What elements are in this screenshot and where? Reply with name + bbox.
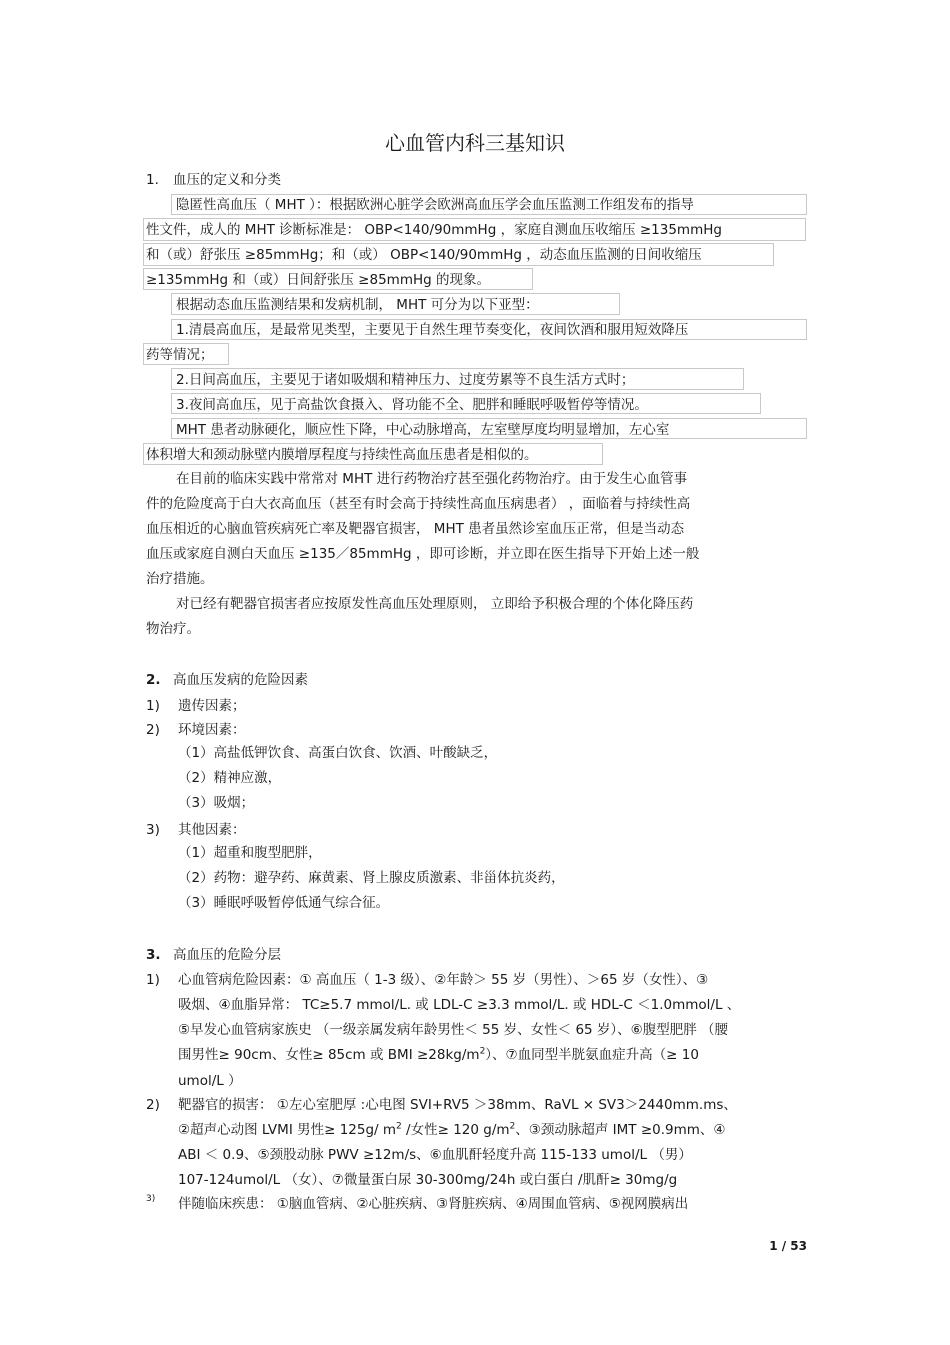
list-item-line: 伴随临床疾患： ①脑血管病、②心脏疾病、③肾脏疾病、④周围血管病、⑤视网膜病出 <box>178 1196 689 1212</box>
section-2-heading: 高血压发病的危险因素 <box>173 672 308 688</box>
list-item-line: umol/L ） <box>178 1073 242 1089</box>
list-item-line: ABI ＜ 0.9、⑤颈股动脉 PWV ≥12m/s、⑥血肌酐轻度升高 115-133 umol/L （男） <box>178 1147 692 1163</box>
paragraph-line: 对已经有靶器官损害者应按原发性高血压处理原则， 立即给予积极合理的个体化降压药 <box>176 596 694 612</box>
paragraph-line: 治疗措施。 <box>146 571 214 587</box>
list-item-line: 吸烟、④血脂异常： TC≥5.7 mmol/L. 或 LDL-C ≥3.3 mmol/L. 或 HDL-C ＜1.0mmol/L 、 <box>178 997 741 1013</box>
paragraph-line: 和（或）舒张压 ≥85mmHg；和（或） OBP<140/90mmHg ，动态血压监测的日间收缩压 <box>146 247 702 263</box>
paragraph-line: MHT 患者动脉硬化，顺应性下降，中心动脉增高，左室壁厚度均明显增加，左心室 <box>176 422 670 438</box>
section-3-heading: 高血压的危险分层 <box>173 947 281 963</box>
paragraph-line: 物治疗。 <box>146 621 200 637</box>
list-subitem: （1）超重和腹型肥胖， <box>178 845 322 861</box>
paragraph-line: 根据动态血压监测结果和发病机制， MHT 可分为以下亚型： <box>176 297 539 313</box>
paragraph-line: 药等情况； <box>146 347 214 363</box>
paragraph-line: 在目前的临床实践中常常对 MHT 进行药物治疗甚至强化药物治疗。由于发生心血管事 <box>176 471 688 487</box>
paragraph-line: 性文件，成人的 MHT 诊断标准是： OBP<140/90mmHg ，家庭自测血压收缩压 ≥135mmHg <box>146 222 722 238</box>
list-item-number: 1) <box>146 698 160 714</box>
list-subitem: （3）睡眠呼吸暂停低通气综合征。 <box>178 895 390 911</box>
list-item-line <box>178 1121 726 1139</box>
list-subitem: （3）吸烟； <box>178 795 255 811</box>
list-item-number: 1) <box>146 972 160 988</box>
section-3-number: 3. <box>146 947 161 963</box>
superscript: 2 <box>396 1121 402 1132</box>
paragraph-line: 隐匿性高血压（ MHT ）：根据欧洲心脏学会欧洲高血压学会血压监测工作组发布的指导 <box>176 197 694 213</box>
paragraph-line: 件的危险度高于白大衣高血压（甚至有时会高于持续性高血压病患者） ，面临着与持续性高 <box>146 496 691 512</box>
list-subitem: （2）药物：避孕药、麻黄素、肾上腺皮质激素、非甾体抗炎药， <box>178 870 565 886</box>
list-item-line: 107-124umol/L （女）、⑦微量蛋白尿 30-300mg/24h 或白蛋白 /肌酐≥ 30mg/g <box>178 1172 678 1188</box>
paragraph-line: 1.清晨高血压，是最常见类型，主要见于自然生理节奏变化，夜间饮酒和服用短效降压 <box>176 322 689 338</box>
page-title: 心血管内科三基知识 <box>385 131 565 155</box>
list-item: 其他因素： <box>178 822 246 838</box>
section-1-number: 1. <box>146 172 159 188</box>
superscript: 2 <box>479 1046 486 1057</box>
line-text: ②超声心动图 LVMI 男性≥ 125g/ m <box>178 1122 397 1138</box>
superscript: 2 <box>509 1121 516 1132</box>
line-text: 围男性≥ 90cm、女性≥ 85cm 或 BMI ≥28kg/m <box>178 1047 480 1063</box>
list-item-line: ⑤早发心血管病家族史 （一级亲属发病年龄男性＜ 55 岁、女性＜ 65 岁）、⑥腹型肥胖 （腰 <box>178 1022 729 1038</box>
list-item-line <box>178 1046 699 1064</box>
list-item-line: 心血管病危险因素：① 高血压（ 1-3 级）、②年龄＞ 55 岁（男性）、＞65 岁（女性）、③ <box>178 972 709 988</box>
list-subitem: （2）精神应激， <box>178 770 282 786</box>
section-1-heading: 血压的定义和分类 <box>173 172 281 188</box>
line-text: /女性≥ 120 g/m <box>401 1122 510 1138</box>
paragraph-line: 血压或家庭自测白天血压 ≥135／85mmHg ，即可诊断，并立即在医生指导下开始上述一般 <box>146 546 700 562</box>
list-item-number: 3) <box>146 822 160 838</box>
paragraph-line: ≥135mmHg 和（或）日间舒张压 ≥85mmHg 的现象。 <box>146 272 490 288</box>
paragraph-line: 2.日间高血压，主要见于诸如吸烟和精神压力、过度劳累等不良生活方式时； <box>176 372 635 388</box>
line-text: ）、⑦血同型半胱氨血症升高（≥ 10 <box>485 1047 699 1063</box>
list-item-line: 靶器官的损害： ①左心室肥厚 :心电图 SVI+RV5 ＞38mm、RaVL × SV3＞2440mm.ms、 <box>178 1097 737 1113</box>
list-item: 环境因素： <box>178 722 246 738</box>
line-text: 、③颈动脉超声 IMT ≥0.9mm、④ <box>515 1122 726 1138</box>
paragraph-line: 体积增大和颈动脉壁内膜增厚程度与持续性高血压患者是相似的。 <box>146 447 538 463</box>
page-number: 1 / 53 <box>769 1239 807 1253</box>
paragraph-line: 3.夜间高血压，见于高盐饮食摄入、肾功能不全、肥胖和睡眠呼吸暂停等情况。 <box>176 397 648 413</box>
section-2-number: 2. <box>146 672 161 688</box>
list-item-number: 3) <box>146 1194 156 1204</box>
list-item: 遗传因素； <box>178 698 246 714</box>
paragraph-line: 血压相近的心脑血管疾病死亡率及靶器官损害， MHT 患者虽然诊室血压正常，但是当动态 <box>146 521 685 537</box>
list-item-number: 2) <box>146 722 160 738</box>
list-subitem: （1）高盐低钾饮食、高蛋白饮食、饮酒、叶酸缺乏， <box>178 745 498 761</box>
list-item-number: 2) <box>146 1097 160 1113</box>
